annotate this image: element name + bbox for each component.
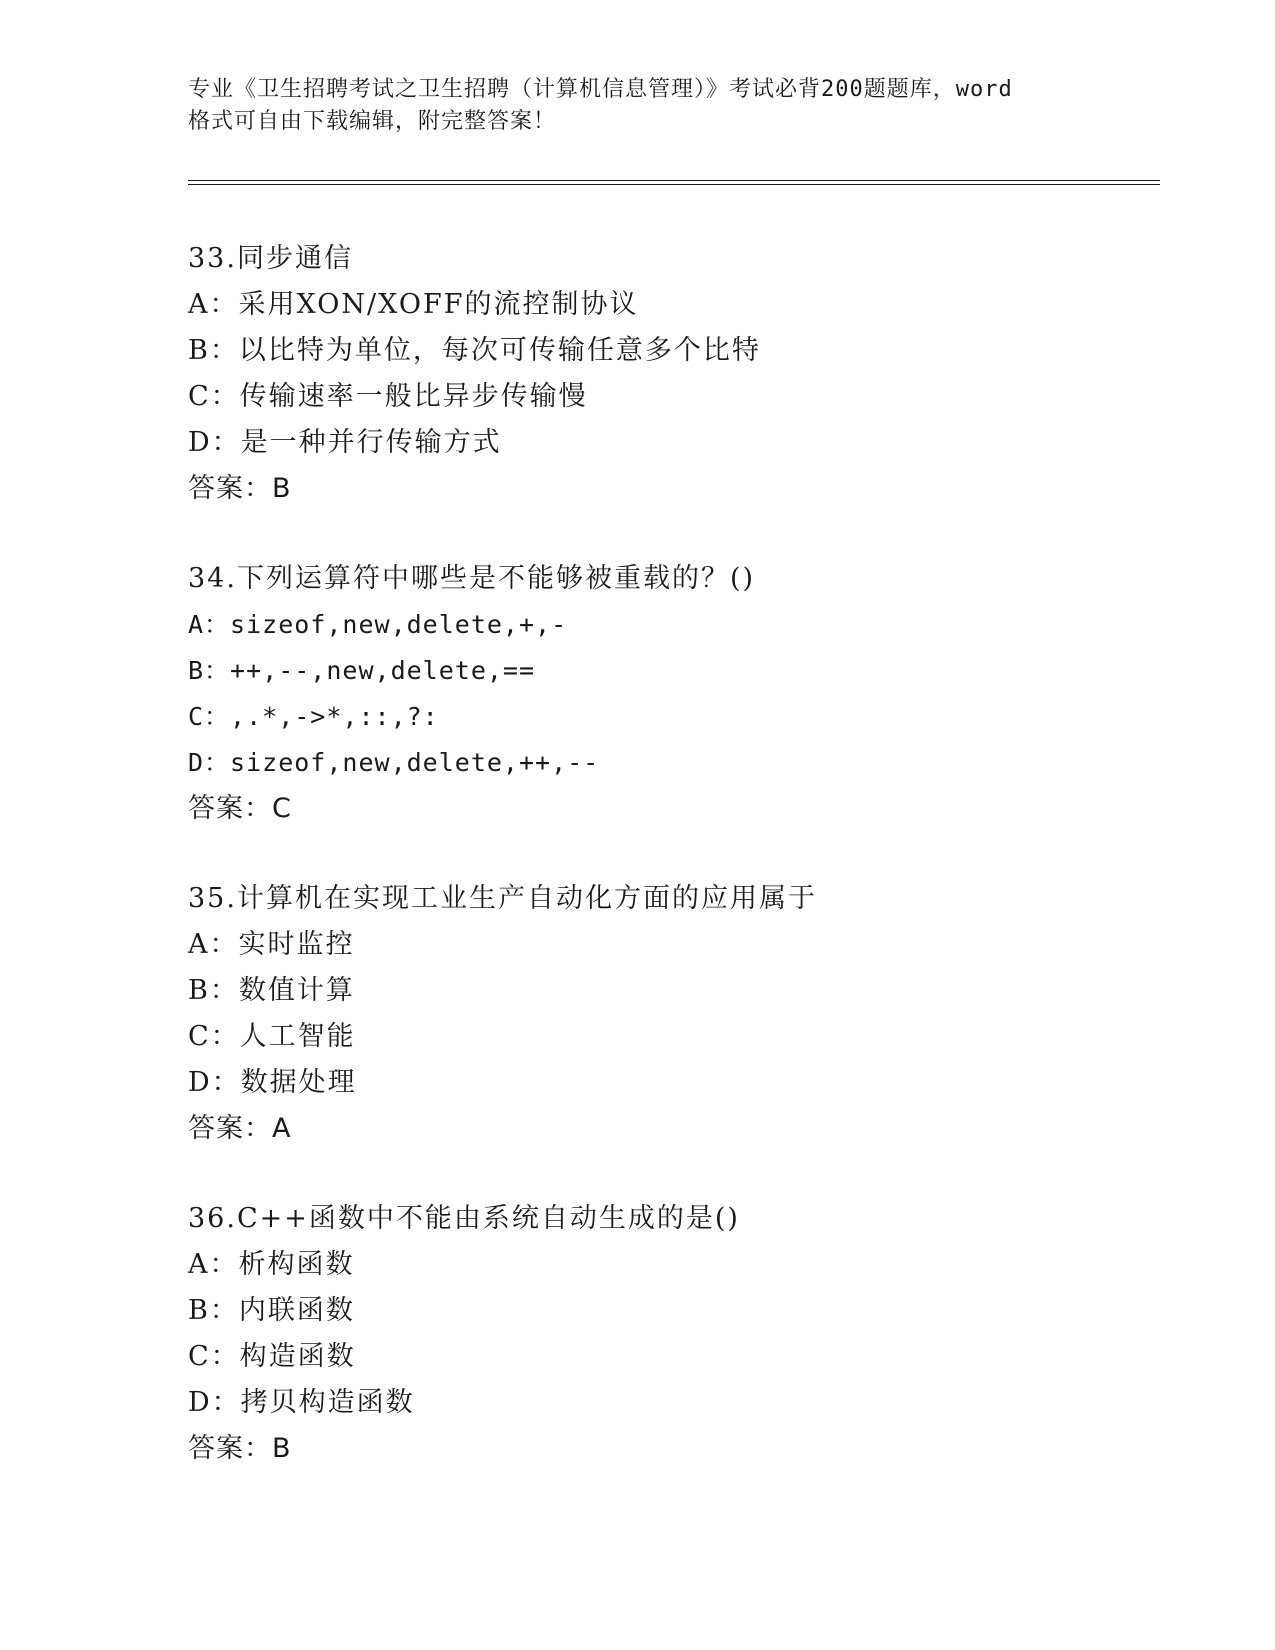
- option-a: A：析构函数: [188, 1249, 355, 1280]
- option-b: B：以比特为单位，每次可传输任意多个比特: [188, 335, 761, 366]
- question-title: 36.C++函数中不能由系统自动生成的是(): [188, 1203, 740, 1234]
- question-title: 33.同步通信: [188, 243, 353, 274]
- option-d: D：是一种并行传输方式: [188, 427, 502, 458]
- option-c: C：人工智能: [188, 1021, 356, 1052]
- question-list: [188, 236, 1168, 1516]
- header-line-2: 格式可自由下载编辑，附完整答案！: [188, 109, 557, 134]
- option-a: A：实时监控: [188, 929, 355, 960]
- question-33: [188, 236, 1168, 512]
- question-36: [188, 1196, 1168, 1472]
- option-a: A：采用XON/XOFF的流控制协议: [188, 289, 639, 320]
- option-d: D：数据处理: [188, 1067, 357, 1098]
- question-34: [188, 556, 1168, 832]
- document-header: [188, 74, 1088, 138]
- option-c: C：构造函数: [188, 1341, 356, 1372]
- question-35: [188, 876, 1168, 1152]
- header-line-1: 专业《卫生招聘考试之卫生招聘（计算机信息管理）》考试必背200题题库，word: [188, 77, 1013, 102]
- question-title: 34.下列运算符中哪些是不能够被重载的？(): [188, 563, 756, 594]
- answer: 答案：A: [188, 1113, 292, 1144]
- option-a: A：sizeof,new,delete,+,-: [188, 610, 568, 639]
- question-title: 35.计算机在实现工业生产自动化方面的应用属于: [188, 883, 817, 914]
- option-c: C：传输速率一般比异步传输慢: [188, 381, 588, 412]
- answer: 答案：B: [188, 473, 292, 504]
- answer: 答案：C: [188, 793, 292, 824]
- option-b: B：内联函数: [188, 1295, 355, 1326]
- answer: 答案：B: [188, 1433, 292, 1464]
- option-b: B：数值计算: [188, 975, 355, 1006]
- option-c: C：,.*,->*,::,?:: [188, 702, 439, 731]
- option-d: D：sizeof,new,delete,++,--: [188, 748, 600, 777]
- option-d: D：拷贝构造函数: [188, 1387, 415, 1418]
- option-b: B：++,--,new,delete,==: [188, 656, 536, 685]
- header-double-rule: [188, 180, 1160, 185]
